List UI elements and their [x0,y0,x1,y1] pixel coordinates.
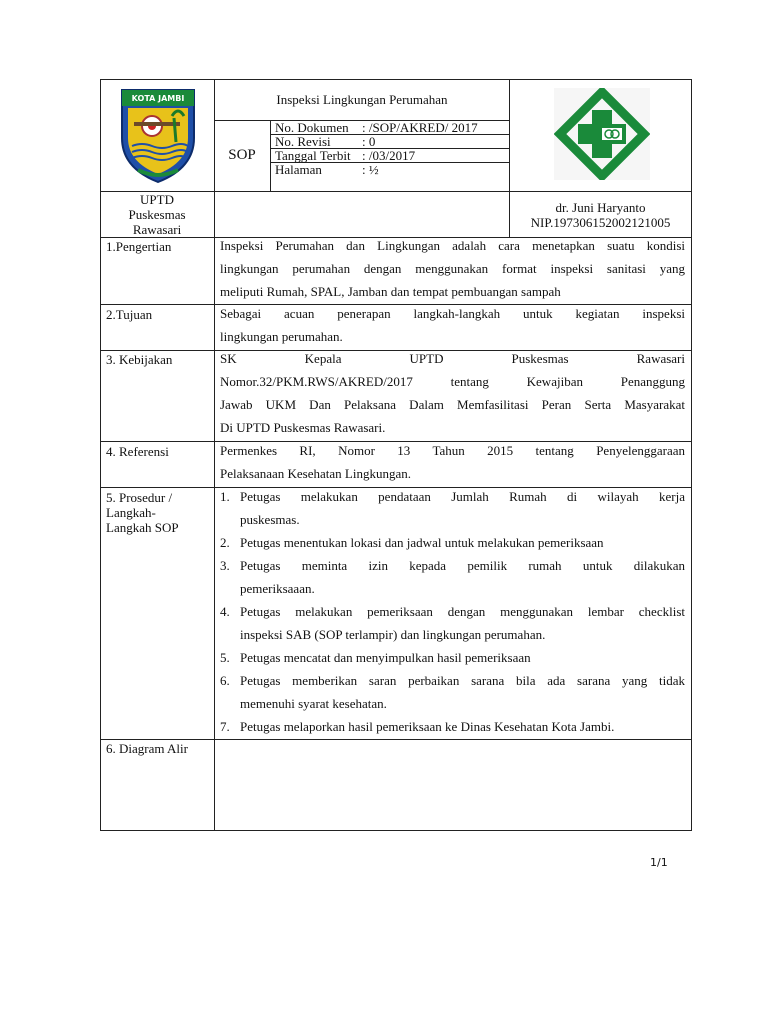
step-number: 7. [220,719,230,734]
label-line: 5. Prosedur / [106,490,173,505]
text-line: Petugas melaporkan hasil pemeriksaan ke Dinas Kesehatan Kota Jambi. [240,719,615,734]
step-number: 1. [220,489,230,504]
step-number: 5. [220,650,230,665]
section-label-referensi: 4. Referensi [106,444,169,459]
text-line: SK Kepala UPTD Puskesmas Rawasari [220,351,685,366]
signatory-name: dr. Juni Haryanto [555,200,646,215]
procedure-step [214,669,685,715]
step-number: 6. [220,673,230,688]
text-line: Di UPTD Puskesmas Rawasari. [220,420,386,435]
puskesmas-logo [554,88,650,180]
text-line: Pelaksanaan Kesehatan Lingkungan. [220,466,411,481]
text-line: lingkungan perumahan. [220,329,343,344]
doc-field-label: Tanggal Terbit [275,148,351,163]
section-label-diagram: 6. Diagram Alir [106,741,188,756]
doc-field-label: No. Dokumen [275,120,349,135]
step-number: 3. [220,558,230,573]
text-line: lingkungan perumahan dengan menggunakan format inspeksi sanitasi yang [220,261,685,276]
label-line: Langkah SOP [106,520,179,535]
procedure-steps [214,485,685,738]
sop-label: SOP [228,147,256,163]
text-line: Petugas melakukan pendataan Jumlah Rumah di wilayah kerja [240,489,685,504]
text-line: Nomor.32/PKM.RWS/AKRED/2017 tentang Kewajiban Penanggung [220,374,685,389]
doc-field-label: Halaman [275,162,322,177]
section-label-pengertian: 1.Pengertian [106,239,172,254]
text-line: Permenkes RI, Nomor 13 Tahun 2015 tentang Penyelenggaraan [220,443,685,458]
section-body-referensi [220,439,685,485]
doc-field-value: : 0 [362,134,376,149]
signatory [510,200,691,230]
label-line: Langkah- [106,505,156,520]
procedure-step [214,715,685,738]
text-line: Petugas meminta izin kepada pemilik rumah untuk dilakukan [240,558,685,573]
doc-field-value: : ½ [362,162,379,177]
text-line: Inspeksi Perumahan dan Lingkungan adalah cara menetapkan suatu kondisi [220,238,685,253]
procedure-step [214,646,685,669]
text-line: Jawab UKM Dan Pelaksana Dalam Memfasilitasi Peran Serta Masyarakat [220,397,685,412]
page-number: 1/1 [650,856,668,869]
text-line: Petugas menentukan lokasi dan jadwal untuk melakukan pemeriksaan [240,535,604,550]
text-line: inspeksi SAB (SOP terlampir) dan lingkungan perumahan. [240,627,546,642]
text-line: Petugas memberikan saran perbaikan sarana bila ada sarana yang tidak [240,673,685,688]
text-line: Petugas mencatat dan menyimpulkan hasil pemeriksaan [240,650,531,665]
text-line: pemeriksaaan. [240,581,315,596]
text-line: Petugas melakukan pemeriksaan dengan menggunakan lembar checklist [240,604,685,619]
step-number: 4. [220,604,230,619]
unit-name [100,192,214,237]
unit-line: UPTD [140,192,174,207]
text-line: Sebagai acuan penerapan langkah-langkah untuk kegiatan inspeksi [220,306,685,321]
document-title: Inspeksi Lingkungan Perumahan [276,92,448,107]
text-line: memenuhi syarat kesehatan. [240,696,387,711]
section-body-pengertian [220,234,685,303]
text-line: puskesmas. [240,512,300,527]
procedure-step [214,531,685,554]
signatory-nip: NIP.197306152002121005 [530,215,671,230]
procedure-step [214,600,685,646]
section-label-kebijakan: 3. Kebijakan [106,352,173,367]
procedure-step [214,485,685,531]
unit-line: Puskesmas [128,207,186,222]
doc-field-value: : /SOP/AKRED/ 2017 [362,120,478,135]
svg-text:KOTA JAMBI: KOTA JAMBI [131,94,185,103]
section-body-tujuan [220,302,685,348]
doc-field-label: No. Revisi [275,134,331,149]
text-line: meliputi Rumah, SPAL, Jamban dan tempat pembuangan sampah [220,284,561,299]
step-number: 2. [220,535,230,550]
section-label-prosedur [106,490,179,535]
section-body-kebijakan [220,347,685,439]
unit-line: Rawasari [132,222,182,237]
kota-jambi-logo [118,86,198,186]
section-label-tujuan: 2.Tujuan [106,307,153,322]
doc-field-value: : /03/2017 [362,148,416,163]
procedure-step [214,554,685,600]
